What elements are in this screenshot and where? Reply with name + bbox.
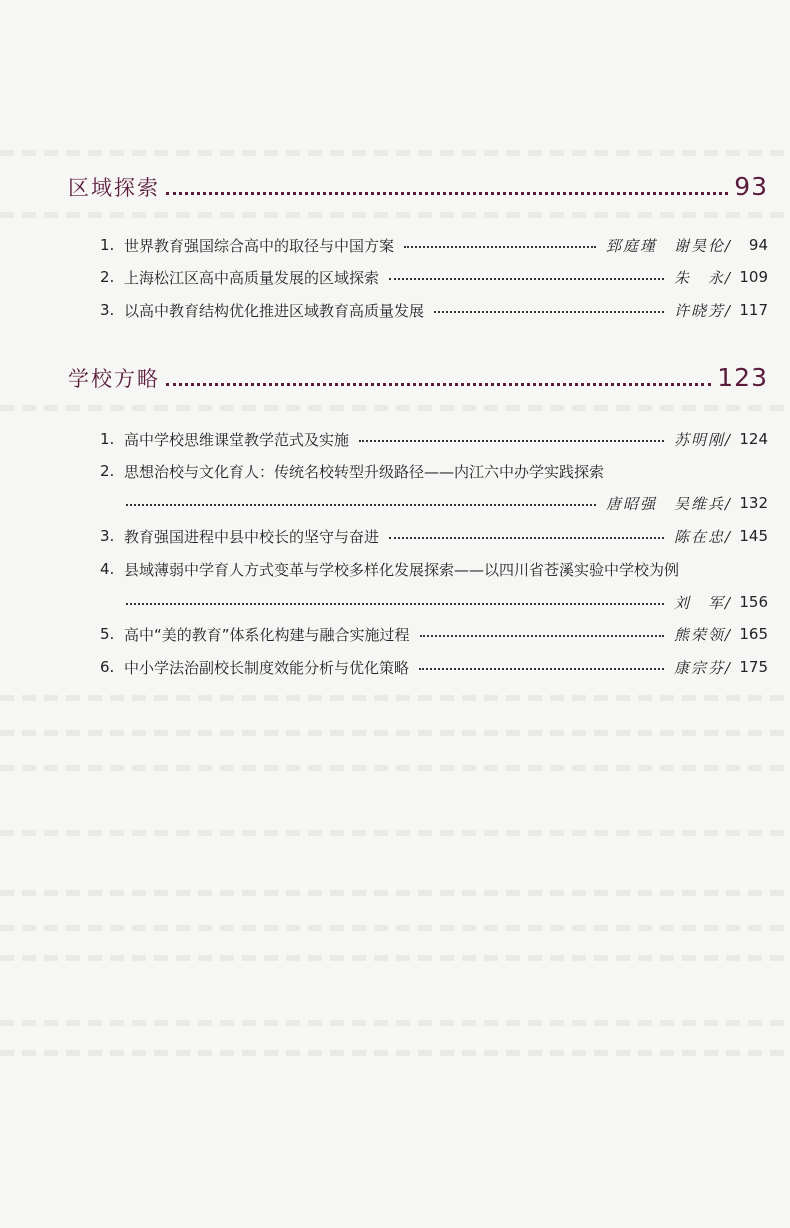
bleed-through: [0, 830, 790, 836]
section-header[interactable]: [68, 162, 768, 202]
entry-title: 高中学校思维课堂教学范式及实施: [124, 430, 350, 449]
entry-author: 陈在忠/: [673, 527, 732, 546]
entry-number: 6.: [100, 658, 115, 676]
entry-title: 教育强国进程中县中校长的坚守与奋进: [124, 527, 380, 546]
toc-entry[interactable]: [100, 654, 768, 680]
entry-title: 上海松江区高中高质量发展的区域探索: [124, 268, 380, 287]
entry-page-number: 124: [739, 430, 768, 448]
bleed-through: [0, 955, 790, 961]
entry-number: 3.: [100, 301, 115, 319]
entry-author: 康宗芬/: [673, 658, 732, 677]
entry-author: 苏明刚/: [673, 430, 732, 449]
entry-page-number: 132: [739, 494, 768, 512]
entry-author: 朱 永/: [673, 268, 732, 287]
entry-title: 中小学法治副校长制度效能分析与优化策略: [124, 658, 410, 677]
dot-leader: [126, 603, 664, 605]
section-header[interactable]: [68, 353, 768, 393]
entry-number: 3.: [100, 527, 115, 545]
entry-title: 世界教育强国综合高中的取径与中国方案: [124, 236, 395, 255]
entry-title: 高中“美的教育”体系化构建与融合实施过程: [124, 625, 410, 644]
bleed-through: [0, 890, 790, 896]
bleed-through: [0, 1020, 790, 1026]
entry-number: 2.: [100, 268, 115, 286]
entry-page-number: 145: [739, 527, 768, 545]
section-page-number: 93: [734, 172, 768, 201]
section-title: 学校方略: [68, 367, 160, 391]
bleed-through: [0, 405, 790, 411]
toc-entry[interactable]: [100, 523, 768, 549]
dot-leader: [166, 192, 728, 195]
entry-number: 1.: [100, 236, 115, 254]
dot-leader: [419, 668, 664, 670]
bleed-through: [0, 150, 790, 156]
entry-number: 2.: [100, 462, 115, 480]
dot-leader: [126, 504, 596, 506]
entry-page-number: 94: [748, 236, 768, 254]
entry-page-number: 175: [739, 658, 768, 676]
entry-page-number: 117: [739, 301, 768, 319]
entry-title: 县域薄弱中学育人方式变革与学校多样化发展探索——以四川省苍溪实验中学校为例: [124, 560, 680, 579]
dot-leader: [404, 246, 596, 248]
dot-leader: [434, 311, 664, 313]
bleed-through: [0, 1050, 790, 1056]
dot-leader: [166, 383, 711, 386]
toc-entry[interactable]: [100, 297, 768, 323]
entry-page-number: 109: [739, 268, 768, 286]
entry-author: 熊荣领/: [673, 625, 732, 644]
entry-number: 1.: [100, 430, 115, 448]
entry-title: 以高中教育结构优化推进区域教育高质量发展: [124, 301, 425, 320]
section-title: 区域探索: [68, 176, 160, 200]
dot-leader: [389, 278, 664, 280]
section-page-number: 123: [717, 363, 768, 392]
toc-entry-continuation[interactable]: [126, 490, 768, 516]
entry-author: 刘 军/: [673, 593, 732, 612]
entry-author: 郅庭瑾 谢昊伦/: [605, 236, 732, 255]
entry-page-number: 156: [739, 593, 768, 611]
entry-number: 5.: [100, 625, 115, 643]
entry-page-number: 165: [739, 625, 768, 643]
toc-entry[interactable]: [100, 621, 768, 647]
entry-author: 许晓芳/: [673, 301, 732, 320]
toc-entry[interactable]: [100, 556, 768, 582]
dot-leader: [420, 635, 664, 637]
dot-leader: [389, 537, 664, 539]
bleed-through: [0, 212, 790, 218]
entry-title: 思想治校与文化育人：传统名校转型升级路径——内江六中办学实践探索: [124, 462, 605, 481]
bleed-through: [0, 695, 790, 701]
entry-number: 4.: [100, 560, 115, 578]
entry-author: 唐昭强 吴维兵/: [605, 494, 732, 513]
bleed-through: [0, 765, 790, 771]
toc-entry[interactable]: [100, 232, 768, 258]
toc-entry[interactable]: [100, 264, 768, 290]
toc-entry[interactable]: [100, 458, 768, 484]
toc-entry-continuation[interactable]: [126, 589, 768, 615]
dot-leader: [359, 440, 664, 442]
toc-entry[interactable]: [100, 426, 768, 452]
bleed-through: [0, 925, 790, 931]
bleed-through: [0, 730, 790, 736]
